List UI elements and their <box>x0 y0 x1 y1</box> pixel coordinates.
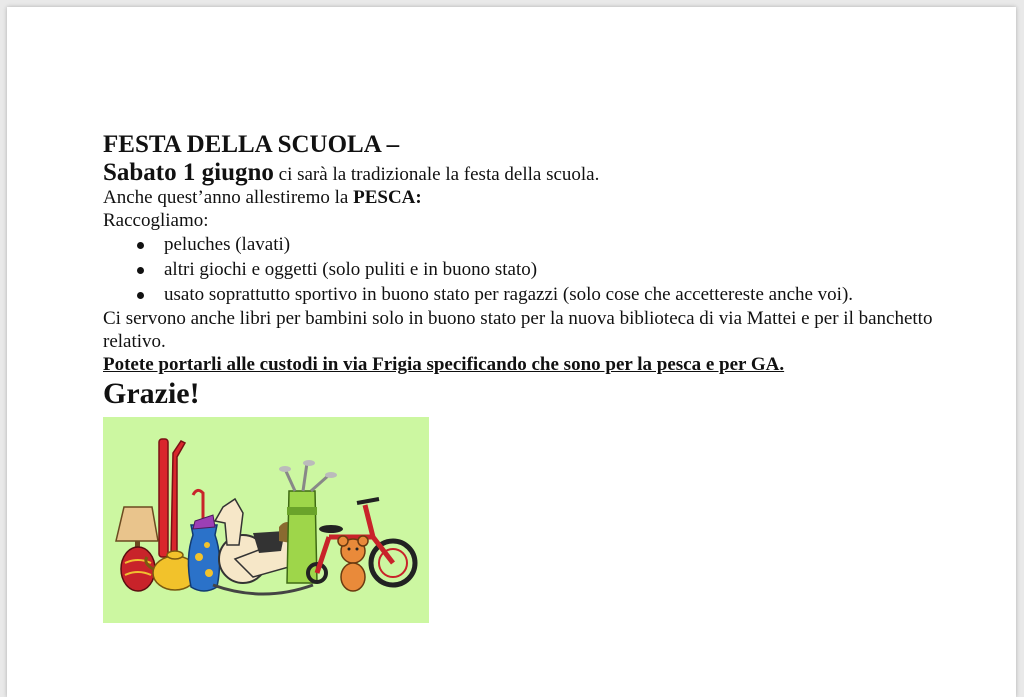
pesca-prefix: Anche quest’anno allestiremo la <box>103 187 354 208</box>
document-body <box>103 129 963 411</box>
date-line <box>103 161 963 186</box>
teddy-bear-icon <box>338 536 368 591</box>
document-title: FESTA DELLA SCUOLA – <box>103 131 400 158</box>
pesca-bold: PESCA: <box>353 187 422 208</box>
lamp-icon <box>116 507 158 591</box>
date-rest: ci sarà la tradizionale la festa della scuola. <box>273 164 600 185</box>
skis-icon <box>159 439 185 557</box>
list-item: altri giochi e oggetti (solo puliti e in buono stato) <box>137 257 963 282</box>
list-item: peluches (lavati) <box>137 232 963 257</box>
pesca-line <box>103 186 963 209</box>
toys-drawing <box>103 417 429 623</box>
list-item: usato soprattutto sportivo in buono stato per ragazzi (solo cose che accettereste anche voi). <box>137 282 963 307</box>
books-paragraph: Ci servono anche libri per bambini solo in buono stato per la nuova biblioteca di via Mattei e per il banchetto relativo. <box>103 308 933 352</box>
date-bold: Sabato 1 giugno <box>103 159 274 186</box>
toys-illustration <box>103 417 429 623</box>
golf-bag-icon <box>279 460 337 583</box>
document-page <box>7 7 1016 697</box>
notice-line: Potete portarli alle custodi in via Frigia specificando che sono per la pesca e per GA. <box>103 354 785 375</box>
collect-list <box>103 232 963 307</box>
thanks-heading: Grazie! <box>103 377 200 410</box>
vase-icon <box>188 515 219 591</box>
collect-label: Raccogliamo: <box>103 210 209 231</box>
